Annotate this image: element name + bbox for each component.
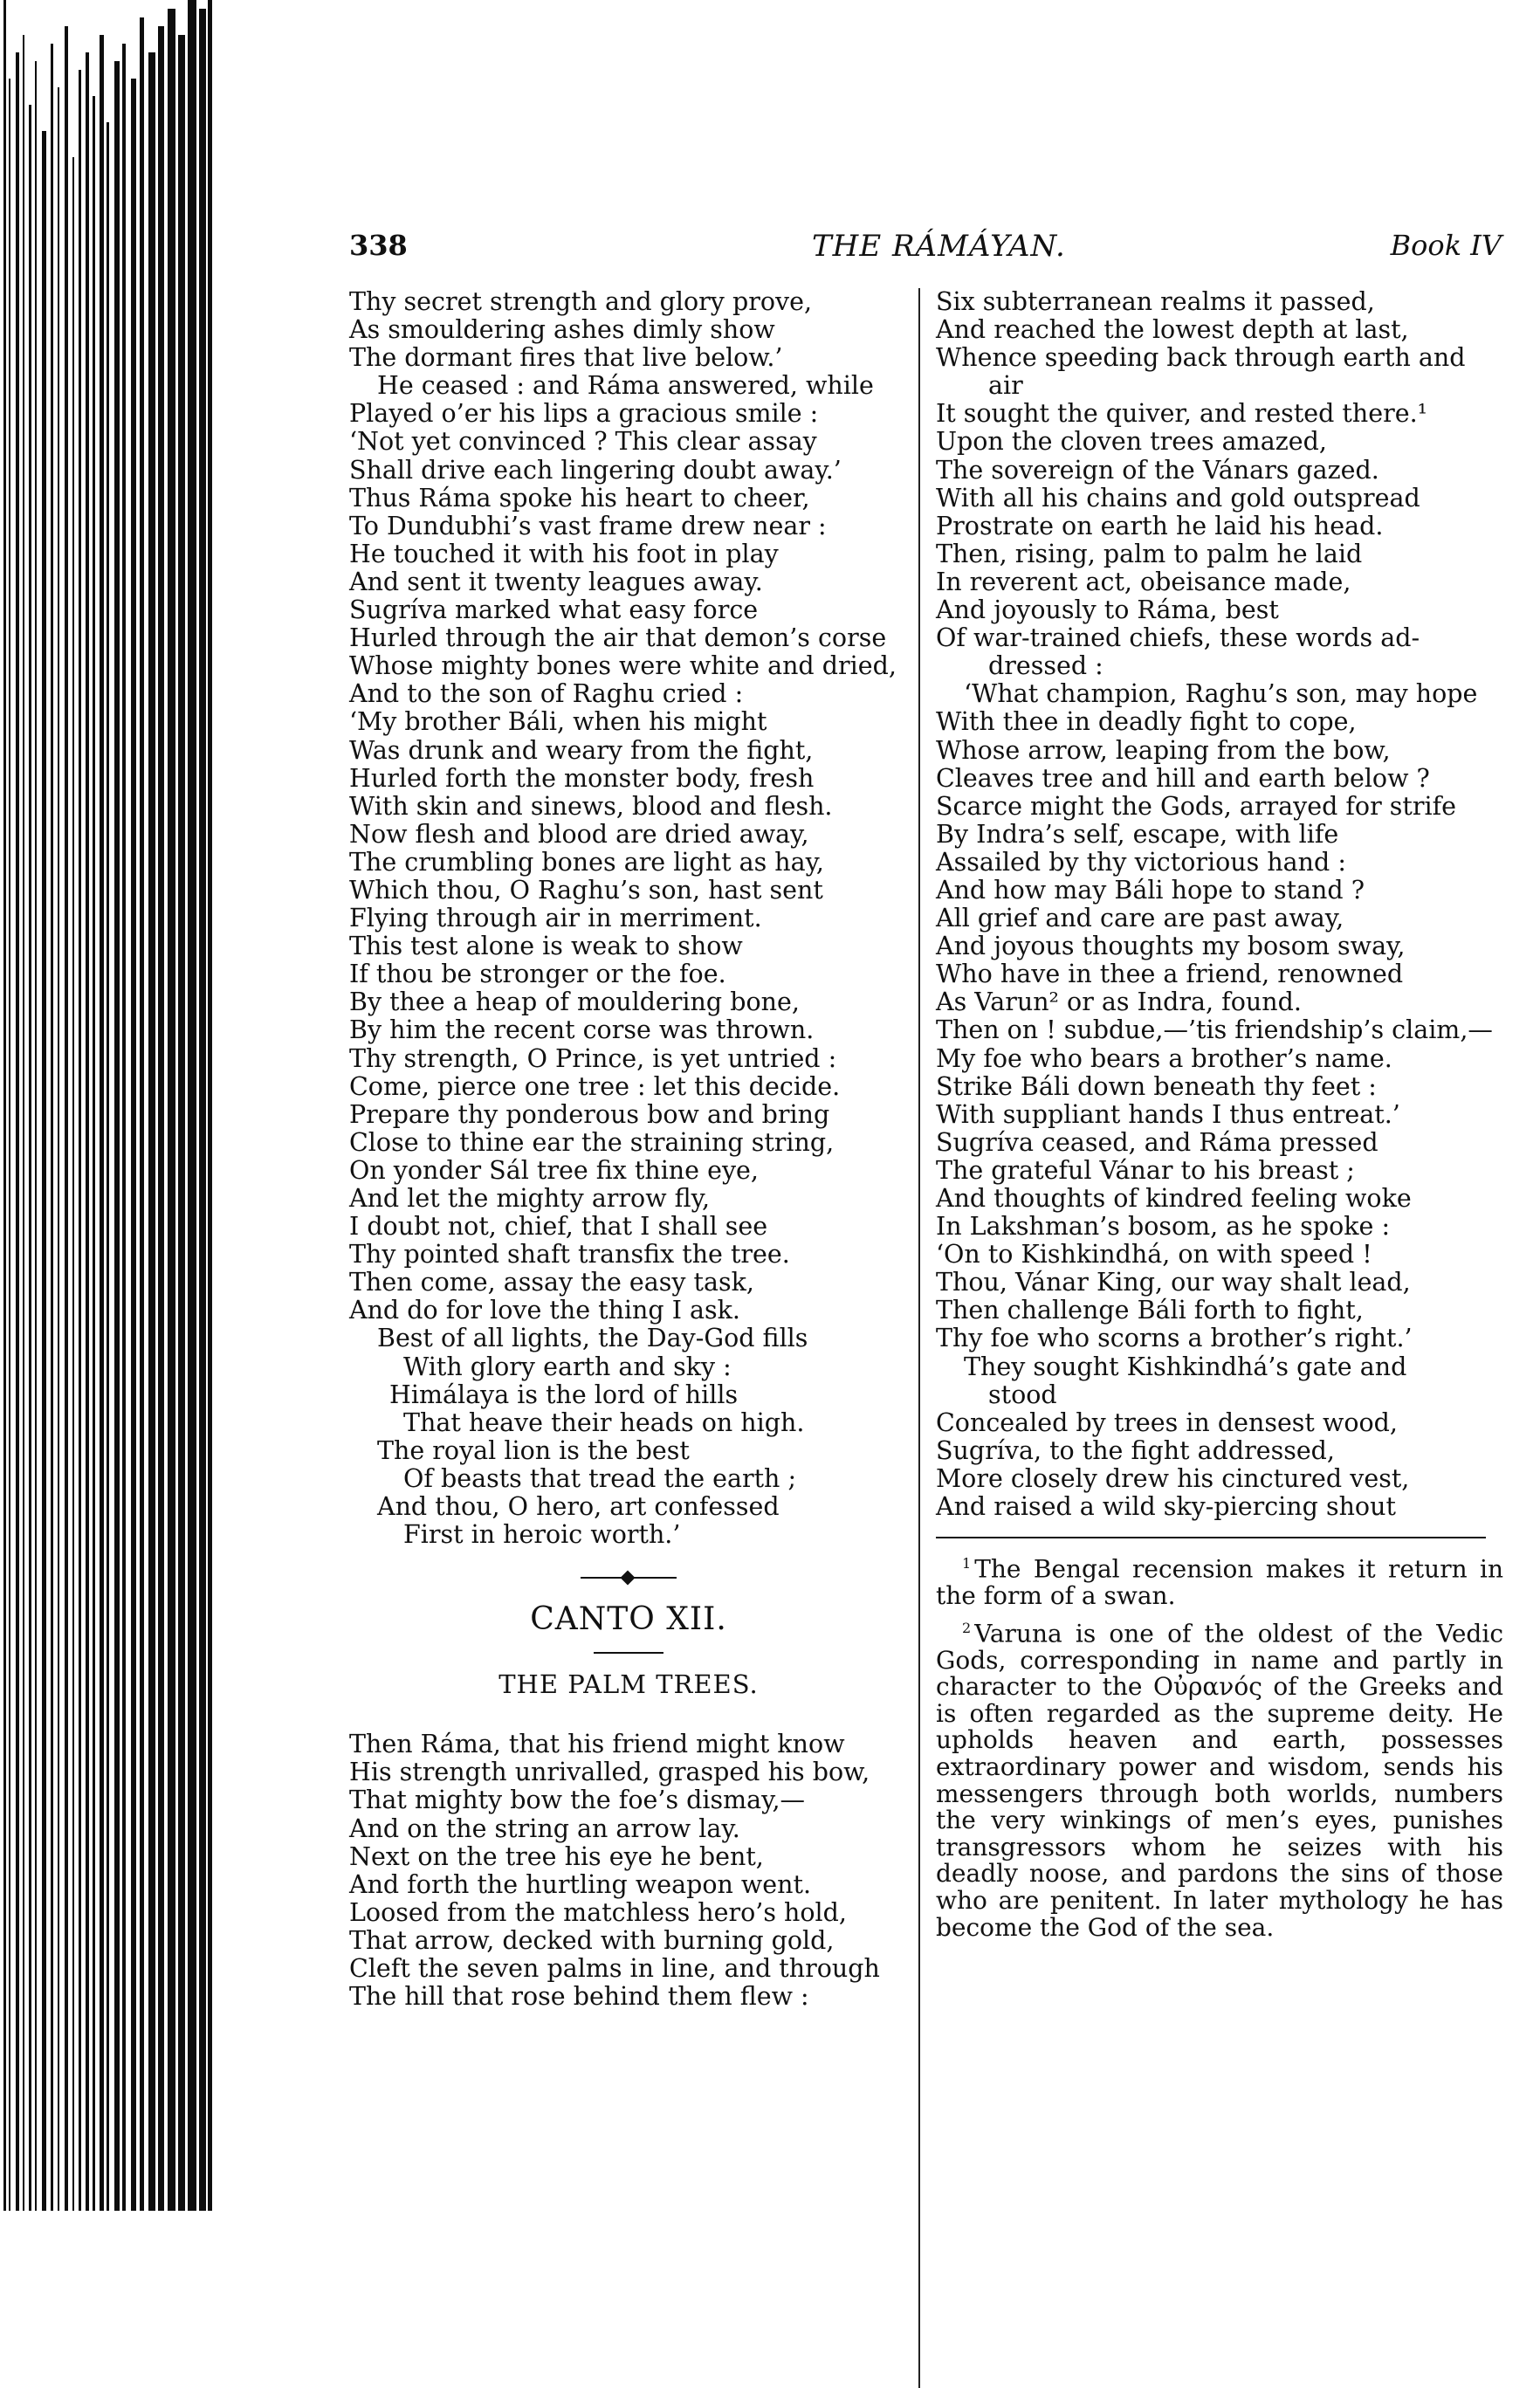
spine-line xyxy=(29,105,31,2211)
verse-line: ‘My brother Báli, when his might xyxy=(349,707,767,737)
verse-line: The hill that rose behind them flew : xyxy=(349,1982,809,2012)
column-divider xyxy=(918,288,920,2388)
verse-line: Concealed by trees in densest wood, xyxy=(936,1407,1398,1437)
verse-line: More closely drew his cinctured vest, xyxy=(936,1463,1410,1493)
verse-line: Sugríva ceased, and Ráma pressed xyxy=(936,1127,1378,1157)
verse-line: Himálaya is the lord of hills xyxy=(389,1380,739,1409)
verse-line: With all his chains and gold outspread xyxy=(936,483,1420,513)
verse-line: Cleaves tree and hill and earth below ? xyxy=(936,763,1430,793)
verse-line: And forth the hurtling weapon went. xyxy=(349,1869,812,1899)
verse-line: And how may Báli hope to stand ? xyxy=(936,875,1365,905)
verse-line: Shall drive each lingering doubt away.’ xyxy=(349,455,842,485)
spine-line xyxy=(122,44,126,2211)
verse-line: With skin and sinews, blood and flesh. xyxy=(349,791,833,821)
verse-line: Next on the tree his eye he bent, xyxy=(349,1841,764,1871)
verse-line: And sent it twenty leagues away. xyxy=(349,567,763,596)
verse-line: The crumbling bones are light as hay, xyxy=(349,847,824,877)
verse-line: I doubt not, chief, that I shall see xyxy=(349,1212,768,1242)
spine-line xyxy=(72,157,74,2211)
verse-line: Who have in thee a friend, renowned xyxy=(936,960,1404,989)
spine-line xyxy=(93,96,95,2211)
verse-line: And reached the lowest depth at last, xyxy=(936,315,1409,345)
verse-line: And joyous thoughts my bosom sway, xyxy=(936,932,1406,961)
verse-line: In reverent act, obeisance made, xyxy=(936,567,1351,596)
verse-line: Six subterranean realms it passed, xyxy=(936,287,1375,316)
verse-line: That heave their heads on high. xyxy=(403,1407,805,1437)
canto-title: CANTO XII. xyxy=(530,1601,727,1638)
verse-line: The dormant fires that live below.’ xyxy=(349,343,783,373)
verse-line: Of beasts that tread the earth ; xyxy=(403,1463,797,1493)
footnote-text: Varuna is one of the oldest of the Vedic Gods, corresponding in name and partly in character to the Οὐρανός of the Greeks and is often regarded as the supreme deity. He upholds heaven and earth, possesses extraordinary power and wisdom, sends his messengers through both worlds, numbers the very winkings of men’s eyes, punishes transgressors whom he seizes with his deadly noose, and pardons the sins of those who are penitent. In later mythology he has become the God of the sea. xyxy=(936,1618,1503,1942)
verse-line: Then Ráma, that his friend might know xyxy=(349,1730,845,1759)
verse-line: Assailed by thy victorious hand : xyxy=(936,847,1346,877)
spine-line xyxy=(114,61,120,2211)
verse-line: Loosed from the matchless hero’s hold, xyxy=(349,1897,847,1927)
verse-line: Thy pointed shaft transfix the tree. xyxy=(349,1240,790,1270)
spine-line xyxy=(100,35,104,2211)
verse-line: Close to thine ear the straining string, xyxy=(349,1127,835,1157)
page-number: 338 xyxy=(349,229,408,262)
verse-line: The royal lion is the best xyxy=(377,1435,690,1465)
verse-line: air xyxy=(988,371,1023,401)
verse-line: In Lakshman’s bosom, as he spoke : xyxy=(936,1212,1391,1242)
verse-line: Cleft the seven palms in line, and through xyxy=(349,1953,880,1983)
verse-line: And joyously to Ráma, best xyxy=(936,595,1279,625)
spine-line xyxy=(168,9,175,2211)
spine-line xyxy=(9,79,10,2211)
verse-line: And do for love the thing I ask. xyxy=(349,1296,740,1325)
footnote-mark: 1 xyxy=(962,1555,972,1573)
verse-line: And raised a wild sky-piercing shout xyxy=(936,1492,1396,1522)
verse-line: He ceased : and Ráma answered, while xyxy=(377,371,874,401)
verse-line: Sugríva marked what easy force xyxy=(349,595,759,625)
verse-line: dressed : xyxy=(988,651,1103,681)
spine-line xyxy=(178,35,185,2211)
spine-line xyxy=(51,44,53,2211)
spine-line xyxy=(158,26,164,2211)
verse-line: Sugríva, to the fight addressed, xyxy=(936,1435,1335,1465)
spine-line xyxy=(148,52,155,2211)
verse-line: My foe who bears a brother’s name. xyxy=(936,1043,1392,1073)
verse-line: Of war-trained chiefs, these words ad- xyxy=(936,623,1420,653)
verse-line: Played o’er his lips a gracious smile : xyxy=(349,399,819,429)
poem-stanza-top xyxy=(349,288,908,1549)
verse-line: stood xyxy=(988,1380,1057,1409)
spine-line xyxy=(199,9,206,2211)
verse-line: And to the son of Raghu cried : xyxy=(349,679,744,709)
verse-line: ‘On to Kishkindhá, on with speed ! xyxy=(936,1240,1372,1270)
spine-line xyxy=(58,87,59,2211)
verse-line: As smouldering ashes dimly show xyxy=(349,315,775,345)
footnote xyxy=(936,1551,1503,1610)
verse-line: And let the mighty arrow fly, xyxy=(349,1184,711,1213)
verse-line: First in heroic worth.’ xyxy=(403,1520,681,1550)
verse-line: Prepare thy ponderous bow and bring xyxy=(349,1099,830,1129)
verse-line: With thee in deadly fight to cope, xyxy=(936,707,1357,737)
running-title: THE RÁMÁYAN. xyxy=(812,229,1066,264)
spine-line xyxy=(208,0,212,2211)
verse-line: To Dundubhi’s vast frame drew near : xyxy=(349,511,827,540)
spine-line xyxy=(23,35,24,2211)
verse-line: He touched it with his foot in play xyxy=(349,539,779,568)
verse-line: Was drunk and weary from the fight, xyxy=(349,735,814,765)
spine-line xyxy=(107,122,109,2211)
verse-line: Whose mighty bones were white and dried, xyxy=(349,651,897,681)
verse-line: That arrow, decked with burning gold, xyxy=(349,1925,835,1955)
spine-line xyxy=(131,79,136,2211)
verse-line: By him the recent corse was thrown. xyxy=(349,1015,815,1045)
verse-line: Then come, assay the easy task, xyxy=(349,1268,754,1297)
verse-line: Thus Ráma spoke his heart to cheer, xyxy=(349,483,810,513)
footnote-mark: 2 xyxy=(962,1619,972,1636)
verse-line: Strike Báli down beneath thy feet : xyxy=(936,1071,1377,1101)
verse-line: They sought Kishkindhá’s gate and xyxy=(964,1352,1407,1381)
verse-line: Then on ! subdue,—’tis friendship’s claim,— xyxy=(936,1015,1493,1045)
spine-line xyxy=(140,17,144,2211)
verse-line: The grateful Vánar to his breast ; xyxy=(936,1155,1355,1185)
footnote xyxy=(936,1615,1503,1941)
spine-line xyxy=(16,52,19,2211)
spine-line xyxy=(188,0,196,2211)
verse-line: His strength unrivalled, grasped his bow, xyxy=(349,1758,870,1787)
footnote-rule xyxy=(936,1537,1486,1538)
verse-line: As Varun² or as Indra, found. xyxy=(936,988,1302,1017)
verse-line: This test alone is weak to show xyxy=(349,932,743,961)
verse-line: Best of all lights, the Day-God fills xyxy=(377,1324,808,1353)
verse-line: If thou be stronger or the foe. xyxy=(349,960,726,989)
verse-line: Upon the cloven trees amazed, xyxy=(936,427,1327,457)
verse-line: Thy foe who scorns a brother’s right.’ xyxy=(936,1324,1413,1353)
spine-line xyxy=(42,131,46,2211)
verse-line: That mighty bow the foe’s dismay,— xyxy=(349,1786,806,1815)
verse-line: Then challenge Báli forth to fight, xyxy=(936,1296,1364,1325)
canto-subtitle: THE PALM TREES. xyxy=(498,1669,759,1700)
spine-line xyxy=(65,26,68,2211)
book-spine-edge xyxy=(0,0,214,2211)
verse-line: ‘Not yet convinced ? This clear assay xyxy=(349,427,817,457)
canto-rule xyxy=(594,1652,663,1654)
spine-line xyxy=(79,70,81,2211)
verse-line: And thou, O hero, art confessed xyxy=(377,1492,780,1522)
verse-line: Now flesh and blood are dried away, xyxy=(349,819,809,849)
verse-line: Whose arrow, leaping from the bow, xyxy=(936,735,1391,765)
page-header xyxy=(349,229,1502,272)
poem-canto-lines xyxy=(349,1731,908,2011)
verse-line: Which thou, O Raghu’s son, hast sent xyxy=(349,875,823,905)
verse-line: On yonder Sál tree fix thine eye, xyxy=(349,1155,759,1185)
verse-line: Flying through air in merriment. xyxy=(349,904,762,933)
verse-line: And thoughts of kindred feeling woke xyxy=(936,1184,1412,1213)
spine-line xyxy=(3,0,6,2211)
verse-line: Hurled forth the monster body, fresh xyxy=(349,763,815,793)
verse-line: Thy strength, O Prince, is yet untried : xyxy=(349,1043,837,1073)
left-column xyxy=(349,288,908,2011)
verse-line: By Indra’s self, escape, with life xyxy=(936,819,1339,849)
verse-line: By thee a heap of mouldering bone, xyxy=(349,988,800,1017)
book-label: Book IV xyxy=(1390,229,1502,262)
footnotes xyxy=(936,1551,1503,1941)
verse-line: Prostrate on earth he laid his head. xyxy=(936,511,1384,540)
footnote-text: The Bengal recension makes it return in the form of a swan. xyxy=(936,1554,1503,1611)
verse-line: Thou, Vánar King, our way shalt lead, xyxy=(936,1268,1411,1297)
verse-line: Come, pierce one tree : let this decide. xyxy=(349,1071,841,1101)
verse-line: With glory earth and sky : xyxy=(403,1352,732,1381)
verse-line: Hurled through the air that demon’s corse xyxy=(349,623,887,653)
verse-line: Scarce might the Gods, arrayed for strife xyxy=(936,791,1457,821)
spine-line xyxy=(86,52,89,2211)
right-column xyxy=(936,288,1503,1946)
verse-line: Whence speeding back through earth and xyxy=(936,343,1466,373)
section-ornament xyxy=(581,1572,677,1584)
verse-line: And on the string an arrow lay. xyxy=(349,1813,740,1843)
verse-line: ‘What champion, Raghu’s son, may hope xyxy=(964,679,1478,709)
verse-line: All grief and care are past away, xyxy=(936,904,1344,933)
verse-line: It sought the quiver, and rested there.¹ xyxy=(936,399,1428,429)
poem-lines-right xyxy=(936,288,1503,1521)
spine-line xyxy=(35,61,37,2211)
verse-line: Thy secret strength and glory prove, xyxy=(349,287,813,316)
verse-line: Then, rising, palm to palm he laid xyxy=(936,539,1363,568)
verse-line: The sovereign of the Vánars gazed. xyxy=(936,455,1379,485)
verse-line: With suppliant hands I thus entreat.’ xyxy=(936,1099,1400,1129)
